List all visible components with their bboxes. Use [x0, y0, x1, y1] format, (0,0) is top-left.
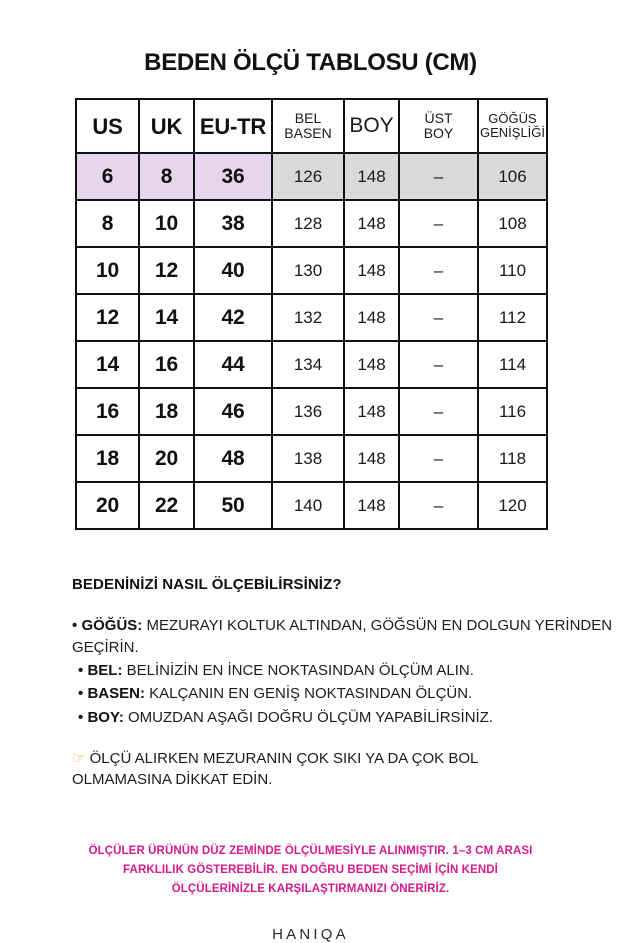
cell-ust-boy: – [399, 435, 478, 482]
column-header-gogus-line1: GÖĞÜS [488, 110, 537, 126]
disclaimer-text: ÖLÇÜLER ÜRÜNÜN DÜZ ZEMİNDE ÖLÇÜLMESİYLE ALINMIŞTIR. 1–3 CM ARASI FARKLILIK GÖSTEREBİLİR. EN DOĞRU BEDEN SEÇİMİ İÇİN KENDİ ÖLÇÜLERİNİZLE KARŞILAŞTIRMANIZI ÖNERİRİZ. [88, 845, 533, 895]
cell-ust-boy: – [399, 247, 478, 294]
cell-bel-basen: 140 [272, 482, 344, 529]
cell-us: 20 [76, 482, 139, 529]
column-header-ust-boy-line1: ÜST [424, 109, 453, 126]
cell-bel-basen: 130 [272, 247, 344, 294]
cell-bel-basen: 128 [272, 200, 344, 247]
cell-gogus-genisligi: 114 [478, 341, 547, 388]
cell-eu-tr: 44 [194, 341, 272, 388]
cell-boy: 148 [344, 153, 399, 200]
cell-boy: 148 [344, 435, 399, 482]
page-title: BEDEN ÖLÇÜ TABLOSU (CM) [144, 49, 477, 76]
list-item-label: BEL: [87, 661, 123, 679]
cell-us: 16 [76, 388, 139, 435]
cell-uk: 18 [139, 388, 194, 435]
table-body [76, 153, 547, 529]
measuring-tip [72, 748, 621, 791]
cell-ust-boy: – [399, 388, 478, 435]
cell-bel-basen: 134 [272, 341, 344, 388]
table-row [76, 482, 547, 529]
table-header-row [76, 99, 547, 153]
cell-ust-boy: – [399, 153, 478, 200]
cell-gogus-genisligi: 112 [478, 294, 547, 341]
cell-uk: 22 [139, 482, 194, 529]
column-header-gogus-genisligi [478, 99, 547, 153]
table-row [76, 388, 547, 435]
bullet-icon: • [78, 661, 84, 679]
column-header-gogus-line2: GENİŞLİĞİ [479, 125, 546, 141]
cell-bel-basen: 136 [272, 388, 344, 435]
cell-eu-tr: 42 [194, 294, 272, 341]
cell-us: 18 [76, 435, 139, 482]
cell-bel-basen: 138 [272, 435, 344, 482]
cell-uk: 14 [139, 294, 194, 341]
cell-gogus-genisligi: 118 [478, 435, 547, 482]
cell-boy: 148 [344, 247, 399, 294]
table-row [76, 153, 547, 200]
cell-us: 10 [76, 247, 139, 294]
column-header-uk: UK [139, 99, 194, 153]
column-header-bel-basen-line1: BEL [294, 109, 322, 126]
table-row [76, 247, 547, 294]
cell-boy: 148 [344, 388, 399, 435]
how-to-measure-section [0, 576, 621, 790]
column-header-bel-basen [272, 99, 344, 153]
cell-ust-boy: – [399, 482, 478, 529]
cell-uk: 10 [139, 200, 194, 247]
cell-eu-tr: 38 [194, 200, 272, 247]
cell-boy: 148 [344, 341, 399, 388]
cell-us: 6 [76, 153, 139, 200]
cell-boy: 148 [344, 482, 399, 529]
list-item-label: BOY: [87, 708, 124, 726]
cell-us: 14 [76, 341, 139, 388]
column-header-eu-tr: EU-TR [194, 99, 272, 153]
table-row [76, 435, 547, 482]
pointing-hand-right-icon: ☞ [72, 749, 86, 767]
cell-us: 12 [76, 294, 139, 341]
table-row [76, 341, 547, 388]
column-header-ust-boy-line2: BOY [423, 125, 454, 142]
cell-gogus-genisligi: 108 [478, 200, 547, 247]
cell-uk: 16 [139, 341, 194, 388]
cell-uk: 8 [139, 153, 194, 200]
cell-uk: 12 [139, 247, 194, 294]
cell-bel-basen: 132 [272, 294, 344, 341]
cell-us: 8 [76, 200, 139, 247]
cell-ust-boy: – [399, 294, 478, 341]
cell-boy: 148 [344, 294, 399, 341]
column-header-ust-boy [399, 99, 478, 153]
cell-ust-boy: – [399, 200, 478, 247]
size-chart-table [75, 98, 548, 530]
column-header-boy-label: BOY [349, 114, 394, 138]
bullet-icon: • [78, 685, 84, 703]
how-to-measure-heading: BEDENİNİZİ NASIL ÖLÇEBİLİRSİNİZ? [72, 576, 342, 594]
list-item-text: OMUZDAN AŞAĞI DOĞRU ÖLÇÜM YAPABİLİRSİNİZ. [123, 708, 494, 726]
cell-uk: 20 [139, 435, 194, 482]
bullet-icon: • [72, 617, 78, 635]
list-item-text: BELİNİZİN EN İNCE NOKTASINDAN ÖLÇÜM ALIN. [122, 661, 474, 679]
cell-eu-tr: 46 [194, 388, 272, 435]
list-item [72, 615, 621, 658]
cell-bel-basen: 126 [272, 153, 344, 200]
bullet-icon: • [78, 708, 84, 726]
table-row [76, 200, 547, 247]
cell-gogus-genisligi: 106 [478, 153, 547, 200]
table-row [76, 294, 547, 341]
how-to-measure-list [72, 615, 621, 727]
list-item-label: BASEN: [87, 685, 145, 703]
size-chart-table-container [75, 98, 546, 530]
list-item-text: KALÇANIN EN GENİŞ NOKTASINDAN ÖLÇÜN. [144, 685, 473, 703]
list-item [72, 660, 621, 681]
column-header-us: US [76, 99, 139, 153]
cell-eu-tr: 36 [194, 153, 272, 200]
column-header-boy [344, 99, 399, 153]
cell-gogus-genisligi: 116 [478, 388, 547, 435]
cell-eu-tr: 50 [194, 482, 272, 529]
brand-name: HANIQA [272, 926, 349, 943]
cell-eu-tr: 40 [194, 247, 272, 294]
cell-boy: 148 [344, 200, 399, 247]
list-item [72, 707, 621, 728]
cell-eu-tr: 48 [194, 435, 272, 482]
list-item-text: MEZURAYI KOLTUK ALTINDAN, GÖĞSÜN EN DOLGUN YERİNDEN GEÇİRİN. [72, 617, 613, 656]
list-item [72, 683, 621, 704]
measuring-tip-text: ÖLÇÜ ALIRKEN MEZURANIN ÇOK SIKI YA DA ÇOK BOL OLMAMASINA DİKKAT EDİN. [72, 749, 478, 789]
list-item-label: GÖĞÜS: [81, 617, 143, 635]
column-header-bel-basen-line2: BASEN [284, 125, 332, 142]
cell-gogus-genisligi: 120 [478, 482, 547, 529]
cell-ust-boy: – [399, 341, 478, 388]
cell-gogus-genisligi: 110 [478, 247, 547, 294]
